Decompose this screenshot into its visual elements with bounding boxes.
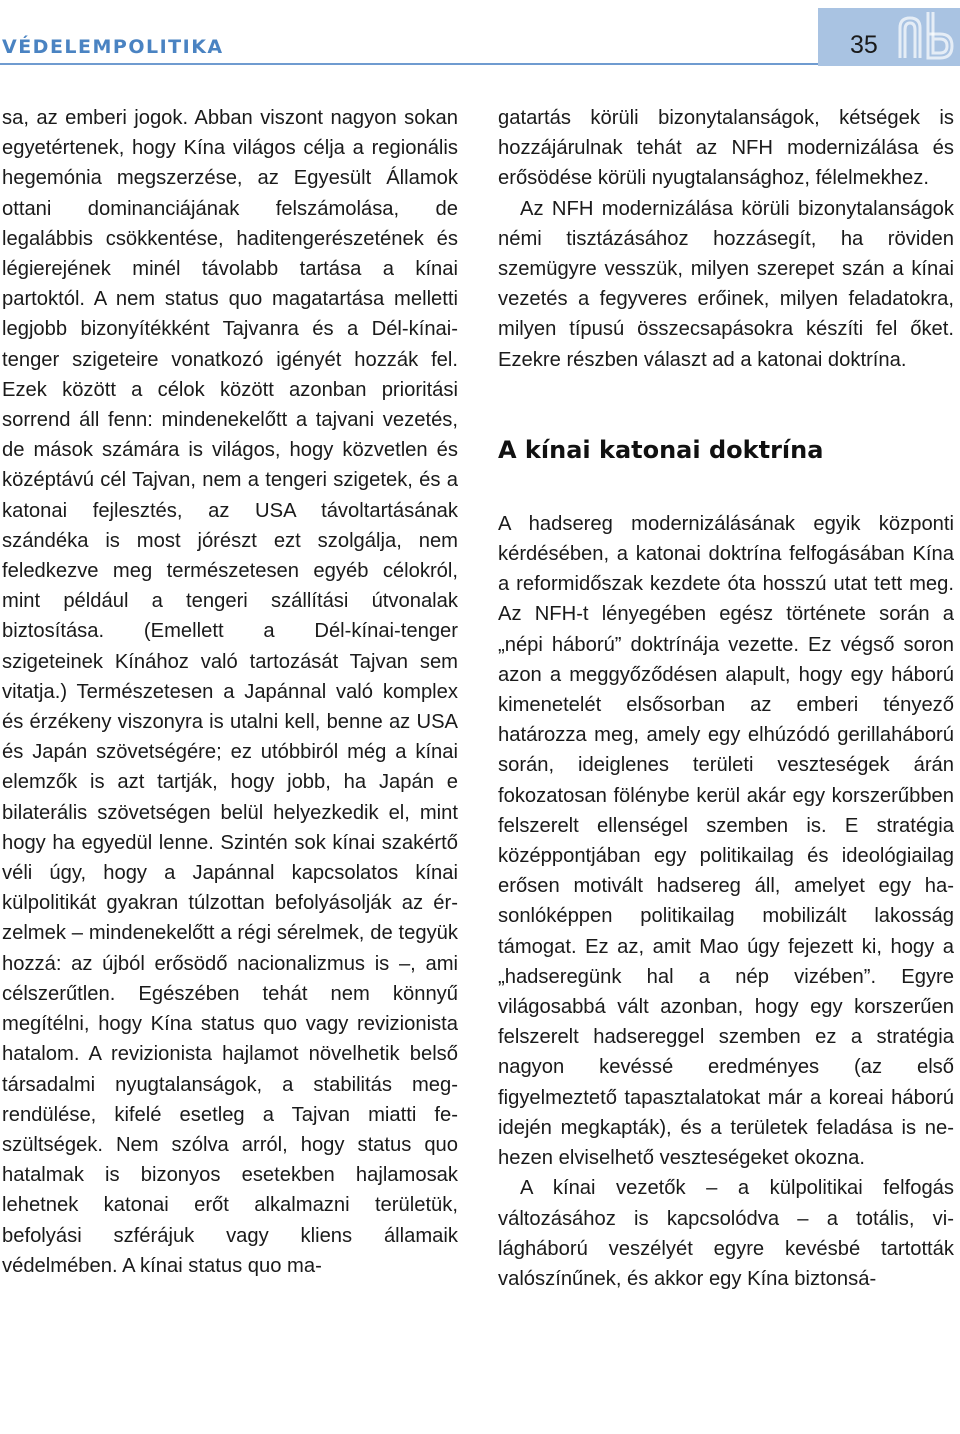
- body-paragraph: Az NFH modernizálása körüli bizonytalanságok némi tisztázásához hozzásegít, ha röviden szemügyre vesszük, milyen szerepet szán a kínai vezetés a fegyveres erőinek, milyen feladatokra, milyen típusú összecsapásokra készíti fel őket. Ezekre részben választ ad a katonai doktrína.: [498, 197, 954, 371]
- page-number: 35: [850, 31, 878, 59]
- body-paragraph: A hadsereg modernizálásának egyik központi kérdésében, a katonai doktrína felfogásában Kína a reformidőszak kezdete óta hosszú utat tett meg. Az NFH-t lényegében egész története során a „népi háború” doktrínája vezette. Ez végső soron azon a meggyőződésen alapult, hogy egy háború kimenetelét elsősorban az emberi tényező határozza meg, amely egy elhúzódó gerillaháború során, ideiglenes területi veszteségek árán fokozatosan fölénybe kerül akár egy korszerűbben felszerelt ellenségel szemben is. E stratégia középpontjában egy politikailag és ideológiailag erősen motivált hadsereg áll, amelyet egy hasonlóképpen politikailag mobilizált lakosság támogat. Ez az, amit Mao úgy fejezett ki, hogy a „hadseregünk hal a nép vizében”. Egyre világosabbá vált azonban, hogy egy korszerűen felszerelt hadsereggel szemben ez a stratégia nagyon kevéssé eredményes (az első figyelmeztető tapasztalatokat már a koreai háború idején megkapták), és a területek feladása is nehezen elviselhető veszteségeket okozna.: [498, 512, 954, 1170]
- nb-logo-icon: [894, 10, 960, 62]
- body-paragraph: sa, az emberi jogok. Abban viszont nagyon sokan egyetértenek, hogy Kína világos célja a regionális hegemónia megszerzése, az Egyesült Államok ottani dominanciájának felszámolása, de legalábbis csökkentése, haditengerészetének és légierejének minél távolabb tartása a kínai partoktól. A nem status quo magatartása melletti legjobb bizonyítékként Tajvanra és a Dél-kínai-tenger szigeteire vonatkozó igényét hozzák fel. Ezek között a célok között azonban prioritási sorrend áll fenn: mindenekelőtt a tajvani vezetés, de mások számára is világos, hogy közvetlen és középtávú cél Tajvan, nem a tengeri szigetek, és a katonai fejlesztés, az USA távoltartásának szándéka is most jórészt ezt szolgálja, nem feledkezve meg természetesen egyéb célokról, mint például a tengeri szállítási útvonalak biztosítása. (Emellett a Dél-kínai-tenger szigeteinek Kínához való tartozását Tajvan sem vitatja.) Természetesen a Japánnal való komplex és érzékeny viszonyra is utalni kell, benne az USA és Japán szövetségére; ez utóbbiról még a kínai elemzők is azt tartják, hogy jobb, ha Japán e bilaterális szövetségen belül helyezkedik el, mint hogy ha egyedül lenne. Szintén sok kínai szakértő véli úgy, hogy a Japánnal kapcsolatos kínai külpolitikát gyakran túlzottan befolyásolják az érzelmek – mindenekelőtt a régi sérelmek, de tegyük hozzá: az újból erősödő nacionalizmus is –, ami célszerűtlen. Egészében tehát nem könnyű megítélni, hogy Kína status quo vagy revizionista hatalom. A revizionista hajlamot növelhetik belső társadalmi nyugtalanságok, a stabilitás megrendülése, kifelé esetleg a Tajvan miatti feszültségek. Nem szólva arról, hogy status quo hatalmak is bizonyos esetekben hajlamosak lehetnek katonai erőt alkalmazni területük, befolyási szférájuk vagy kliens államaik védelmében. A kínai status quo ma-: [2, 107, 458, 1277]
- header-rule: [0, 63, 826, 65]
- body-paragraph: gatartás körüli bizonytalanságok, kétségek is hozzájárulnak tehát az NFH modernizálása és erősödése körüli nyugtalansághoz, félelmekhez.: [498, 107, 954, 190]
- page-header: [0, 0, 960, 70]
- body-paragraph: A kínai vezetők – a külpolitikai felfogás változásához is kapcsolódva – a totális, világháború veszélyét egyre kevésbé tartották valószínűnek, és akkor egy Kína biztonsá-: [498, 1177, 954, 1290]
- left-column: [2, 103, 458, 1281]
- spacer: [498, 375, 954, 435]
- section-label: VÉDELEMPOLITIKA: [2, 36, 224, 58]
- right-column: [498, 103, 954, 1294]
- spacer: [498, 465, 954, 509]
- section-heading: A kínai katonai doktrína: [498, 435, 824, 464]
